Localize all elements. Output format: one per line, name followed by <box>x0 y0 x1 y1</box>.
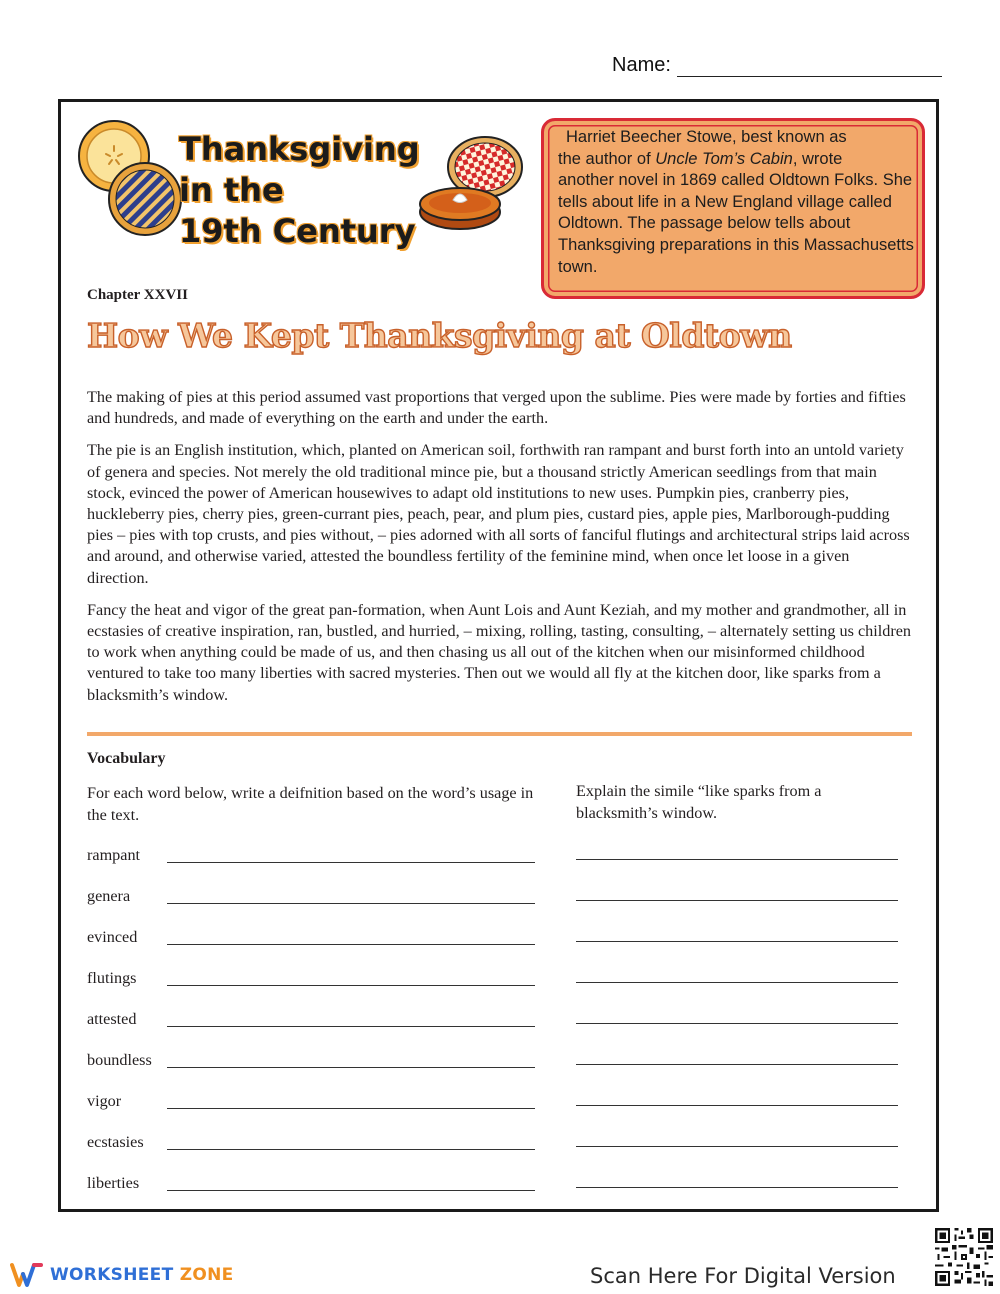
book-title: Uncle Tom’s Cabin <box>655 149 793 168</box>
intro-suffix: , wrote <box>792 149 843 168</box>
intro-rest: another novel in 1869 called Oldtown Folks. She tells about life in a New England village called Oldtown. The passage below tells about Thanksgiving preparations in this Massachusetts town. <box>558 171 914 276</box>
answer-line[interactable] <box>576 1187 898 1228</box>
vocab-word: genera <box>87 887 131 905</box>
vocab-word: attested <box>87 1010 137 1028</box>
vocab-word: liberties <box>87 1174 140 1192</box>
intro-line-2 <box>558 149 918 171</box>
passage-paragraph-2: The pie is an English institution, which, planted on American soil, forthwith ran rampant and burst forth into an untold variety of genera and species. Not merely the old traditional mince pie, but a thousand strictly American seedlings from that main stock, evinced the power of American housewives to adapt old institutions to new uses. Pumpkin pies, cranberry pies, huckleberry pies, cherry pies, green-currant pies, peach, pear, and plum pies, custard pies, apple pies, Marlborough-pudding pies – pies with top crusts, and pies without, – pies adorned with all sorts of fanciful flutings and architectural strips laid across and around, and otherwise varied, attested the boundless fertility of the feminine mind, when once let loose in a given direction. <box>87 441 910 587</box>
title-line-3: 19th Century <box>179 212 416 250</box>
vocab-word: rampant <box>87 846 141 864</box>
vocab-row <box>87 1092 547 1133</box>
name-input-line[interactable] <box>677 76 942 77</box>
answer-line[interactable] <box>576 941 898 982</box>
answer-line[interactable] <box>576 1064 898 1105</box>
vocab-row <box>87 1051 547 1092</box>
logo-word-zone: ZONE <box>179 1265 234 1285</box>
definition-blank[interactable] <box>167 985 535 986</box>
title-line-1: Thanksgiving <box>179 130 420 168</box>
answer-line[interactable] <box>576 859 898 900</box>
vocab-row <box>87 1010 547 1051</box>
passage-paragraph-3: Fancy the heat and vigor of the great pan-formation, when Aunt Lois and Aunt Keziah, and my mother and grandmother, all in ecstasies of creative inspiration, ran, bustled, and hurried, – mixing, rolling, tasting, consulting, – alternately setting us children to work when anything could be made of us, and then chasing us all out of the kitchen when our misinformed childhood ventured to take too many liberties with sacred mysteries. Then out we would all fly at the kitchen door, like sparks from a blacksmith’s window. <box>87 600 912 704</box>
answer-line[interactable] <box>576 982 898 1023</box>
answer-line[interactable] <box>576 1105 898 1146</box>
section-divider <box>87 732 912 736</box>
name-label: Name: <box>612 54 671 76</box>
intro-line-1: Harriet Beecher Stowe, best known as <box>566 128 847 146</box>
vocab-word: evinced <box>87 928 138 946</box>
vocabulary-instructions: For each word below, write a deifnition based on the word’s usage in the text. <box>87 784 534 824</box>
definition-blank[interactable] <box>167 862 535 863</box>
title-line-2: in the <box>179 171 284 209</box>
passage-paragraph-1: The making of pies at this period assumed vast proportions that verged upon the sublime. Pies were made by forties and fifties and hundreds, and made of everything on the earth and under the earth. <box>87 388 906 428</box>
vocab-word: vigor <box>87 1092 122 1110</box>
worksheetzone-logo[interactable] <box>10 1260 234 1290</box>
intro-text <box>558 127 918 278</box>
worksheet-title <box>179 129 420 252</box>
vocab-row <box>87 928 547 969</box>
vocab-row <box>87 1174 547 1215</box>
definition-blank[interactable] <box>167 1149 535 1150</box>
vocabulary-list <box>87 846 547 1215</box>
vocab-row <box>87 1133 547 1174</box>
vocabulary-heading: Vocabulary <box>87 750 166 767</box>
vocab-word: boundless <box>87 1051 152 1069</box>
simile-question: Explain the simile “like sparks from a blacksmith’s window. <box>576 782 822 822</box>
logo-word-worksheet: WORKSHEET <box>50 1265 174 1285</box>
answer-line[interactable] <box>576 900 898 941</box>
vocab-word: ecstasies <box>87 1133 144 1151</box>
scan-instruction: Scan Here For Digital Version <box>590 1264 896 1288</box>
vocab-row <box>87 969 547 1010</box>
definition-blank[interactable] <box>167 1026 535 1027</box>
answer-line[interactable] <box>576 1023 898 1064</box>
story-title: How We Kept Thanksgiving at Oldtown <box>87 316 792 355</box>
answer-line[interactable] <box>576 1146 898 1187</box>
definition-blank[interactable] <box>167 1108 535 1109</box>
simile-answer-lines <box>576 859 898 1228</box>
vocab-word: flutings <box>87 969 137 987</box>
logo-text <box>50 1265 234 1285</box>
definition-blank[interactable] <box>167 903 535 904</box>
definition-blank[interactable] <box>167 1067 535 1068</box>
qr-code-icon[interactable] <box>933 1226 995 1288</box>
definition-blank[interactable] <box>167 944 535 945</box>
reading-passage <box>87 387 913 717</box>
vocab-row <box>87 846 547 887</box>
pumpkin-pie-icon <box>417 182 503 232</box>
worksheetzone-logo-icon <box>10 1262 44 1288</box>
intro-prefix: the author of <box>558 149 656 168</box>
chapter-label: Chapter XXVII <box>87 287 188 303</box>
vocab-row <box>87 887 547 928</box>
blueberry-pie-icon <box>106 160 184 238</box>
definition-blank[interactable] <box>167 1190 535 1191</box>
